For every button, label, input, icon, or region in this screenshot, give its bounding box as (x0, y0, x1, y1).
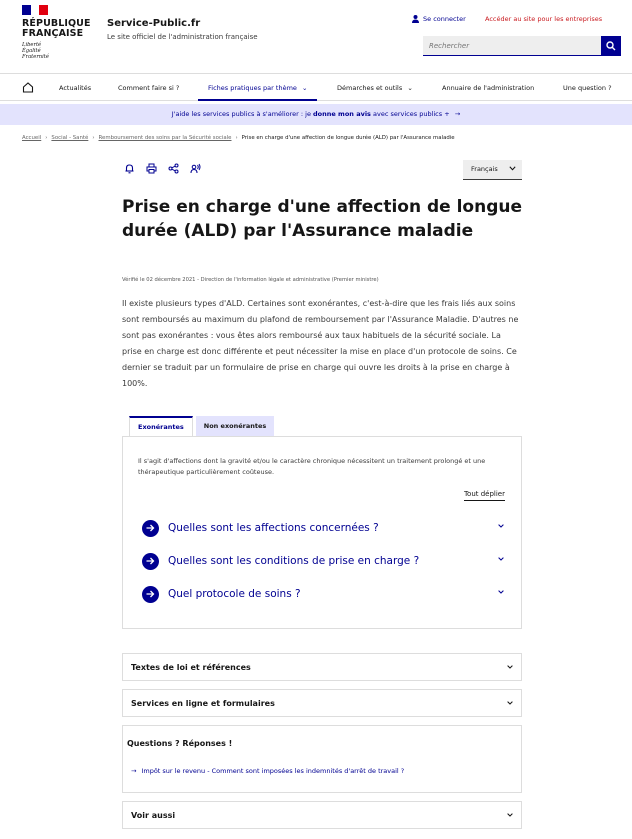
nav-item-annuaire[interactable]: Annuaire de l'administration (442, 84, 535, 92)
article-tools (124, 163, 201, 174)
questions-reponses-box (122, 725, 522, 793)
nav-item-actualites[interactable]: Actualités (59, 84, 92, 92)
search-input[interactable] (423, 36, 601, 56)
login-link[interactable] (412, 15, 466, 23)
nav-item-fiches-pratiques[interactable] (198, 75, 317, 101)
chevron-down-icon (498, 590, 504, 594)
chevron-down-icon (507, 701, 513, 705)
breadcrumb (22, 135, 455, 141)
feedback-banner[interactable] (0, 104, 632, 125)
main-navigation (0, 75, 632, 101)
chevron-down-icon: ⌄ (301, 84, 308, 92)
tab-panel (122, 436, 522, 629)
accordion-label: Services en ligne et formulaires (131, 699, 275, 708)
arrow-right-icon (142, 586, 159, 603)
tab-exonerantes[interactable]: Exonérantes (129, 416, 193, 437)
listen-icon[interactable] (190, 163, 201, 174)
chevron-down-icon (507, 813, 513, 817)
search-bar (423, 36, 621, 56)
question-affections[interactable] (142, 518, 504, 538)
chevron-right-icon: › (235, 135, 238, 141)
breadcrumb-item[interactable]: Remboursement des soins par la Sécurité sociale (98, 135, 232, 141)
chevron-right-icon: › (92, 135, 95, 141)
arrow-right-icon (142, 520, 159, 537)
page-title: Prise en charge d'une affection de longue durée (ALD) par l'Assurance maladie (122, 197, 522, 241)
unfold-all-button[interactable]: Tout déplier (464, 490, 505, 501)
questions-reponses-title: Questions ? Réponses ! (127, 739, 233, 748)
french-flag (22, 5, 48, 15)
question-label: Quelles sont les conditions de prise en charge ? (168, 555, 420, 567)
faq-link-label: Impôt sur le revenu - Comment sont imposées les indemnités d'arrêt de travail ? (141, 767, 405, 775)
question-conditions[interactable] (142, 551, 504, 571)
accordion-textes-de-loi[interactable] (122, 653, 522, 681)
home-icon[interactable] (22, 82, 34, 93)
bell-icon[interactable] (124, 163, 135, 174)
chevron-down-icon: ⌄ (407, 84, 413, 92)
site-name[interactable]: Service-Public.fr (107, 18, 201, 29)
nav-item-fiches-label: Fiches pratiques par thème (208, 84, 297, 92)
print-icon[interactable] (146, 163, 157, 174)
share-icon[interactable] (168, 163, 179, 174)
site-tagline: Le site officiel de l'administration française (107, 33, 258, 41)
panel-description: Il s'agit d'affections dont la gravité et/ou le caractère chronique nécessitent un traitement prolongé et une thérapeutique particulièrement coûteuse. (138, 457, 486, 476)
search-icon (606, 41, 616, 51)
language-select[interactable] (463, 160, 522, 180)
chevron-down-icon (498, 557, 504, 561)
accordion-label: Voir aussi (131, 811, 176, 820)
breadcrumb-current: Prise en charge d'une affection de longue durée (ALD) par l'Assurance maladie (241, 135, 455, 141)
language-selected: Français (471, 165, 498, 173)
accordion-label: Textes de loi et références (131, 663, 251, 672)
nav-item-une-question[interactable]: Une question ? (563, 84, 612, 92)
chevron-right-icon: › (45, 135, 48, 141)
business-site-link[interactable]: Accéder au site pour les entreprises (485, 15, 603, 23)
devise-text: Liberté Égalité Fraternité (22, 42, 49, 60)
user-icon (412, 15, 419, 23)
tab-non-exonerantes[interactable]: Non exonérantes (196, 416, 275, 437)
tab-list (129, 416, 274, 437)
search-button[interactable] (601, 36, 621, 56)
nav-item-comment-faire[interactable]: Comment faire si ? (118, 84, 180, 92)
arrow-right-icon (142, 553, 159, 570)
nav-item-demarches[interactable] (337, 75, 413, 101)
site-header (0, 0, 632, 74)
intro-paragraph: Il existe plusieurs types d'ALD. Certaines sont exonérantes, c'est-à-dire que les frais liés aux soins sont remboursés au maximum du plafond de remboursement par l'Assurance Maladie. D'autres ne sont pas exonérantes : vous êtes alors remboursé aux taux habituels de la sécurité sociale. La prise en charge est donc différente et peut nécessiter la mise en place d'un protocole de soins. Ce dernier se traduit par un formulaire de prise en charge qui ouvre les droits à la prise en charge à 100%. (122, 299, 519, 388)
verified-date: Vérifié le 02 décembre 2021 - Direction de l'information légale et administrative (Premier ministre) (122, 277, 379, 283)
faq-link[interactable] (131, 767, 404, 775)
breadcrumb-item[interactable]: Accueil (22, 135, 42, 141)
question-protocole[interactable] (142, 584, 504, 604)
arrow-right-icon: → (454, 110, 461, 118)
banner-text-after: avec services publics + (370, 110, 450, 118)
banner-text-bold: donne mon avis (313, 110, 371, 118)
accordion-voir-aussi[interactable] (122, 801, 522, 829)
republique-francaise-logo[interactable] (22, 5, 92, 60)
question-label: Quelles sont les affections concernées ? (168, 522, 379, 534)
arrow-right-icon: → (131, 767, 137, 775)
republique-francaise-text: RÉPUBLIQUE FRANÇAISE (22, 18, 91, 39)
chevron-down-icon (507, 665, 513, 669)
chevron-down-icon (509, 166, 516, 171)
login-label: Se connecter (423, 15, 466, 23)
breadcrumb-item[interactable]: Social - Santé (51, 135, 89, 141)
banner-text-before: J'aide les services publics à s'améliorer : je (171, 110, 314, 118)
question-label: Quel protocole de soins ? (168, 588, 301, 600)
nav-item-demarches-label: Démarches et outils (337, 84, 403, 92)
accordion-services-en-ligne[interactable] (122, 689, 522, 717)
chevron-down-icon (498, 524, 504, 528)
